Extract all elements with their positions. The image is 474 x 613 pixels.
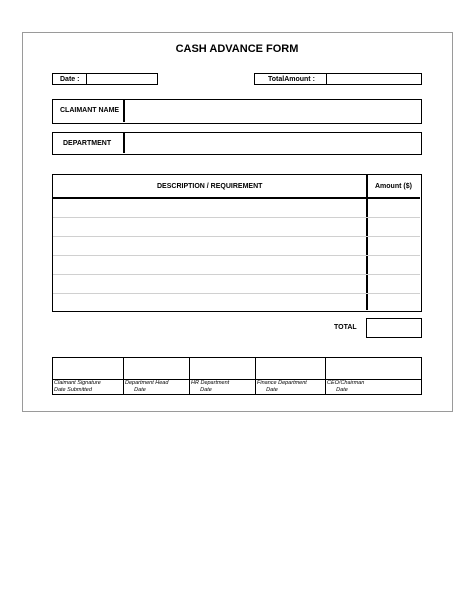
amount-header: Amount ($) [375,183,412,190]
department-field[interactable] [125,133,419,153]
signature-label-department-head: Department Head Date [125,380,169,393]
form-title: CASH ADVANCE FORM [175,43,299,55]
table-row[interactable] [53,275,420,293]
table-row[interactable] [53,294,420,310]
signatures-table [52,357,422,395]
claimant-name-label: CLAIMANT NAME [60,107,120,114]
claimant-name-box [52,99,422,124]
table-row[interactable] [53,199,420,217]
table-row[interactable] [53,237,420,255]
signature-cell-claimant[interactable] [53,358,123,379]
total-box [366,318,422,338]
signature-label-claimant: Claimant Signature Date Submitted [54,380,101,393]
department-label: DEPARTMENT [63,140,112,147]
signature-label-hr: HR Department Date [191,380,230,393]
items-table [52,174,422,312]
department-box [52,132,422,155]
table-row[interactable] [53,218,420,236]
date-box [52,73,158,85]
total-amount-box [254,73,422,85]
signature-cell-ceo[interactable] [326,358,421,379]
description-header: DESCRIPTION / REQUIREMENT [157,183,263,190]
signature-cell-hr[interactable] [190,358,255,379]
total-field[interactable] [367,319,420,336]
signature-cell-department-head[interactable] [124,358,189,379]
signature-divider [53,379,421,380]
date-label: Date : [60,76,80,83]
signature-cell-finance[interactable] [256,358,325,379]
total-amount-label: TotalAmount : [268,76,315,83]
signature-label-ceo: CEO/Chairman Date [327,380,365,393]
claimant-name-field[interactable] [125,100,419,122]
date-field[interactable] [87,74,157,84]
signature-label-finance: Finance Department Date [257,380,307,393]
total-label: TOTAL [334,324,357,331]
total-amount-field[interactable] [327,74,421,84]
table-row[interactable] [53,256,420,274]
